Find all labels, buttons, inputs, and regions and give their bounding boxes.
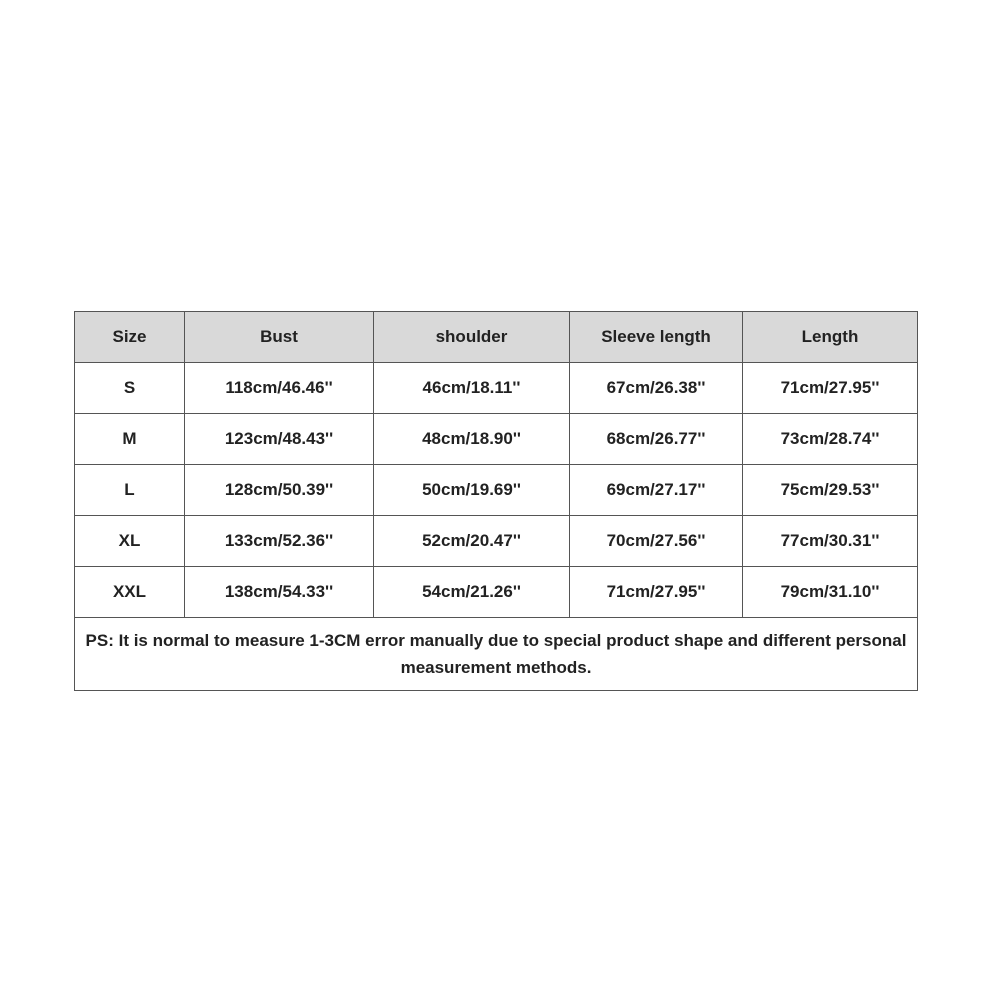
table-header-row	[75, 312, 918, 363]
cell-sleeve-length: 67cm/26.38''	[570, 363, 743, 414]
measurement-note: PS: It is normal to measure 1-3CM error manually due to special product shape and different personal measurement methods.	[75, 618, 918, 691]
cell-bust: 118cm/46.46''	[185, 363, 374, 414]
cell-sleeve-length: 69cm/27.17''	[570, 465, 743, 516]
header-bust: Bust	[185, 312, 374, 363]
cell-length: 79cm/31.10''	[743, 567, 918, 618]
note-row	[75, 618, 918, 691]
cell-bust: 133cm/52.36''	[185, 516, 374, 567]
cell-shoulder: 52cm/20.47''	[374, 516, 570, 567]
cell-sleeve-length: 70cm/27.56''	[570, 516, 743, 567]
table-row	[75, 363, 918, 414]
header-sleeve-length: Sleeve length	[570, 312, 743, 363]
cell-shoulder: 54cm/21.26''	[374, 567, 570, 618]
cell-bust: 138cm/54.33''	[185, 567, 374, 618]
cell-shoulder: 50cm/19.69''	[374, 465, 570, 516]
cell-sleeve-length: 71cm/27.95''	[570, 567, 743, 618]
cell-sleeve-length: 68cm/26.77''	[570, 414, 743, 465]
cell-shoulder: 48cm/18.90''	[374, 414, 570, 465]
size-chart-table	[74, 311, 918, 691]
cell-length: 73cm/28.74''	[743, 414, 918, 465]
cell-length: 77cm/30.31''	[743, 516, 918, 567]
cell-size: XXL	[75, 567, 185, 618]
cell-size: M	[75, 414, 185, 465]
table-row	[75, 567, 918, 618]
cell-size: L	[75, 465, 185, 516]
header-length: Length	[743, 312, 918, 363]
header-shoulder: shoulder	[374, 312, 570, 363]
cell-bust: 128cm/50.39''	[185, 465, 374, 516]
table-row	[75, 465, 918, 516]
header-size: Size	[75, 312, 185, 363]
cell-size: S	[75, 363, 185, 414]
cell-shoulder: 46cm/18.11''	[374, 363, 570, 414]
cell-size: XL	[75, 516, 185, 567]
table-row	[75, 516, 918, 567]
cell-length: 75cm/29.53''	[743, 465, 918, 516]
table-row	[75, 414, 918, 465]
cell-length: 71cm/27.95''	[743, 363, 918, 414]
cell-bust: 123cm/48.43''	[185, 414, 374, 465]
